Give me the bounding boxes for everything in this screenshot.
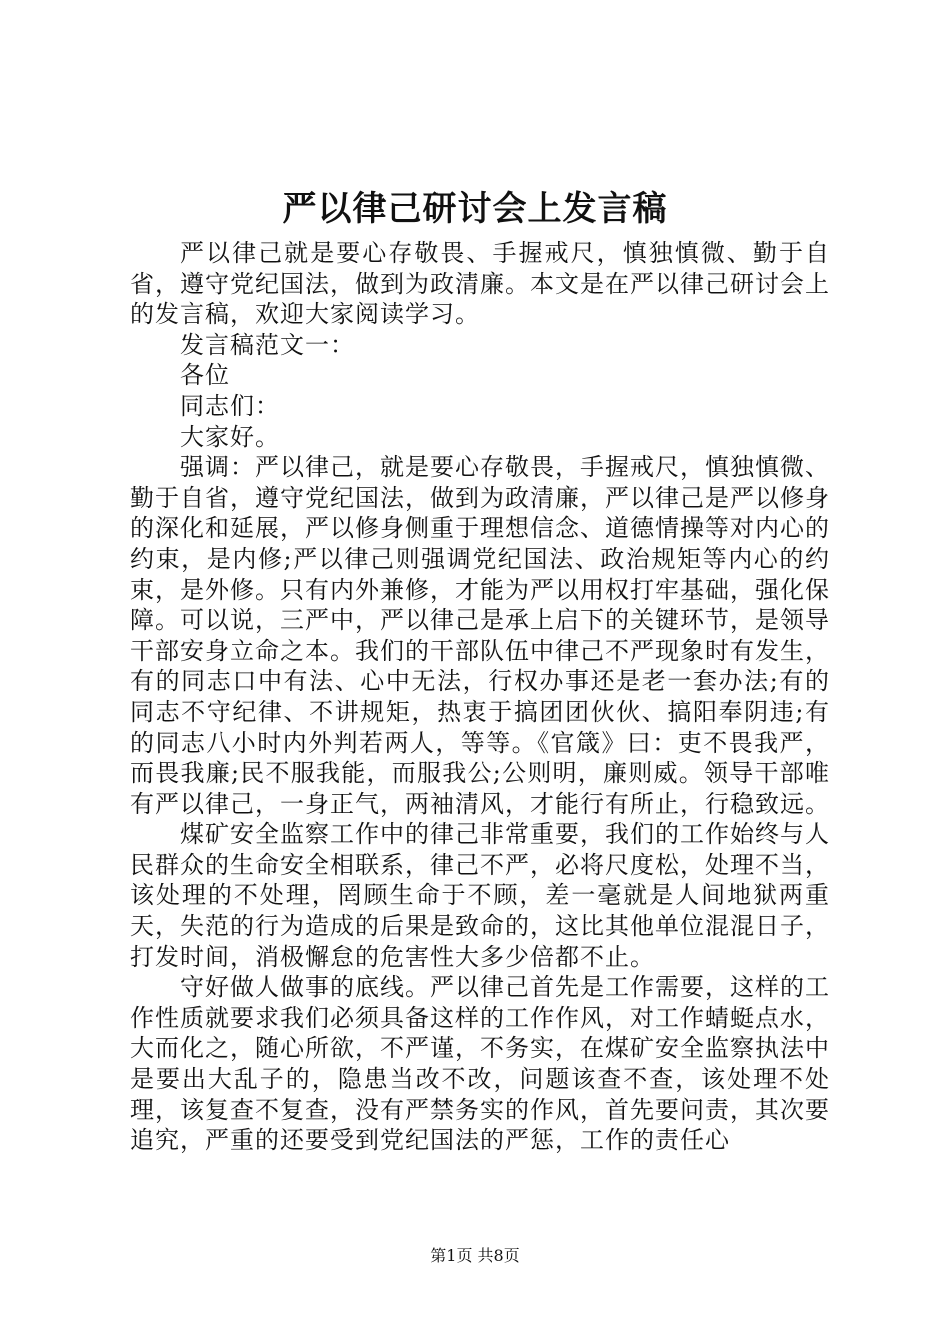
paragraph-intro: 严以律己就是要心存敬畏、手握戒尺，慎独慎微、勤于自省，遵守党纪国法，做到为政清廉。本文是在严以律己研讨会上的发言稿，欢迎大家阅读学习。 xyxy=(130,239,830,329)
paragraph-emphasis: 强调：严以律己，就是要心存敬畏，手握戒尺，慎独慎微、勤于自省，遵守党纪国法，做到为政清廉，严以律己是严以修身的深化和延展，严以修身侧重于理想信念、道德情操等对内心的约束，是内修;严以律己则强调党纪国法、政治规矩等内心的约束，是外修。只有内外兼修，才能为严以用权打牢基础，强化保障。可以说，三严中，严以律己是承上启下的关键环节，是领导干部安身立命之本。我们的干部队伍中律己不严现象时有发生，有的同志口中有法、心中无法，行权办事还是老一套办法;有的同志不守纪律、不讲规矩，热衷于搞团团伙伙、搞阳奉阴违;有的同志八小时内外判若两人，等等。《官箴》曰：吏不畏我严，而畏我廉;民不服我能，而服我公;公则明，廉则威。领导干部唯有严以律己，一身正气，两袖清风，才能行有所止，行稳致远。 xyxy=(130,453,830,818)
page-footer: 第1页 共8页 xyxy=(430,1246,520,1265)
document-title: 严以律己研讨会上发言稿 xyxy=(282,189,668,229)
paragraph-coal-mine: 煤矿安全监察工作中的律己非常重要，我们的工作始终与人民群众的生命安全相联系，律己不严，必将尺度松，处理不当，该处理的不处理，罔顾生命于不顾，差一毫就是人间地狱两重天，失范的行为造成的后果是致命的，这比其他单位混混日子，打发时间，消极懈怠的危害性大多少倍都不止。 xyxy=(130,820,830,971)
paragraph-greeting-1: 各位 xyxy=(180,361,230,390)
document-body xyxy=(130,238,830,1156)
paragraph-greeting-2: 同志们： xyxy=(180,391,280,420)
paragraph-sample-heading: 发言稿范文一： xyxy=(180,330,355,359)
paragraph-greeting-3: 大家好。 xyxy=(180,422,280,451)
paragraph-bottom-line: 守好做人做事的底线。严以律己首先是工作需要，这样的工作性质就要求我们必须具备这样的工作作风，对工作蜻蜓点水，大而化之，随心所欲，不严谨，不务实，在煤矿安全监察执法中是要出大乱子的，隐患当改不改，问题该查不查，该处理不处理，该复查不复查，没有严禁务实的作风，首先要问责，其次要追究，严重的还要受到党纪国法的严惩，工作的责任心 xyxy=(130,973,830,1155)
